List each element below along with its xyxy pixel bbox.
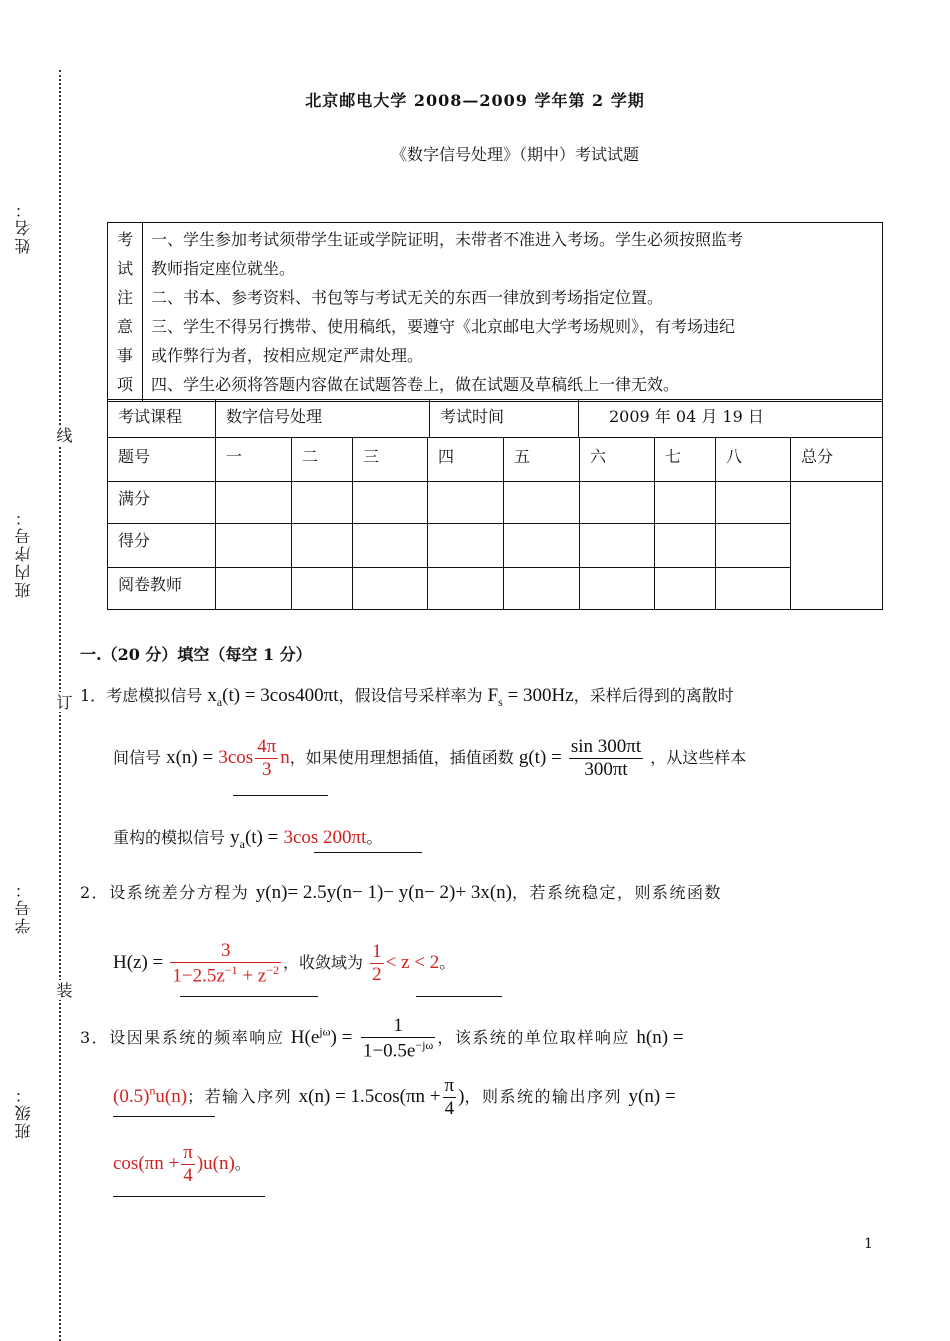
- score-header-cell: 四: [428, 438, 504, 482]
- q3-line-2: $(0.5)^nu(n)$；若输入序列 x(n) = 1.5cos(πn + $\frac{\pi}{4}$ )，则系统的输出序列 y(n) =: [113, 1075, 676, 1119]
- exam-date: 2009 年 04 月 19 日: [579, 400, 883, 438]
- score-header-cell: 五: [504, 438, 580, 482]
- q2-answer-1-underline: [180, 996, 318, 997]
- section-1-title: 一.（20 分）填空（每空 1 分）: [80, 645, 312, 664]
- exam-info-table: [107, 399, 883, 438]
- class-label: 班级：: [14, 1085, 33, 1139]
- exam-title: 北京邮电大学 2008—2009 学年第 2 学期: [305, 91, 645, 110]
- q2-line-1: 2．设系统差分方程为 y(n)= 2.5y(n− 1)− y(n− 2)+ 3x(n)，若系统稳定，则系统函数: [80, 882, 723, 903]
- q1-line-2: 间信号 x(n) = 3cos $\frac{4\pi}{3}$ n，如果使用理想插值，插值函数 g(t) = $\frac{\sin 300\pi t}{300\pi t}$ ，从这些样本: [113, 736, 747, 781]
- score-header-cell: 六: [580, 438, 655, 482]
- binding-mark-bind: 装: [54, 982, 73, 998]
- binding-mark-staple: 订: [54, 694, 73, 710]
- q3-answer-2: cos(πn + $\frac{\pi}{4}$ )u(n): [113, 1142, 235, 1186]
- q2-answer-1: $\frac{3}{1-2.5z^{-1} + z^{-2}}$: [172, 940, 279, 987]
- page-number: 1: [864, 1236, 873, 1252]
- notice-text: 一、学生参加考试须带学生证或学院证明，未带者不准进入考场。学生必须按照监考 教师指定座位就坐。 二、书本、参考资料、书包等与考试无关的东西一律放到考场指定位置。 三、学生不得另行携带、使用稿纸，要遵守《北京邮电大学考场规则》，有考场违纪 或作弊行为者，按相应规定严肃处理。 四、学生必须将答题内容做在试题答卷上，做在试题及草稿纸上一律无效。: [143, 223, 883, 402]
- student-id-label: 学号：: [14, 880, 33, 934]
- name-label: 姓名：: [14, 200, 33, 254]
- q1-line-3: 重构的模拟信号 $y_a(t) = 3\cos$ 200πt。: [113, 827, 383, 851]
- score-header-cell: 总分: [791, 438, 883, 482]
- seat-number-label: 班内序号：: [14, 508, 33, 598]
- exam-time-label: 考试时间: [430, 400, 579, 438]
- q1-answer-2-underline: [314, 852, 422, 853]
- q1-answer-2: 3cos 200πt: [283, 827, 367, 848]
- binding-mark-line: 线: [54, 427, 73, 443]
- score-header-cell: 二: [292, 438, 353, 482]
- q1-line-1: 1．考虑模拟信号 $x_a(t) = 3\cos 400\pi t$，假设信号采样率为 $F_s = 300Hz$，采样后得到的离散时: [80, 685, 734, 709]
- notice-side-label: 考 试 注 意 事 项: [108, 223, 143, 402]
- q3-line-1: 3．设因果系统的频率响应 $H(e^{j\omega})$ = $\frac{1}{1-0.5e^{-j\omega}}$ ，该系统的单位取样响应 h(n) =: [80, 1015, 684, 1062]
- q2-answer-2: $\frac{1}{2}$ < z < 2: [372, 941, 440, 986]
- q1-answer-1: 3cos $\frac{4\pi}{3}$ n: [218, 736, 290, 781]
- q3-line-3: cos(πn + $\frac{\pi}{4}$ )u(n)。: [113, 1142, 251, 1186]
- q2-line-2: H(z) = $\frac{3}{1-2.5z^{-1} + z^{-2}}$ ，收敛域为 $\frac{1}{2}$ < z < 2。: [113, 940, 456, 987]
- row-label-score: 得分: [108, 524, 216, 568]
- score-table: [107, 437, 883, 610]
- exam-notice-table: [107, 222, 883, 402]
- q3-answer-1: $(0.5)^nu(n)$: [113, 1083, 188, 1107]
- score-header-cell: 七: [655, 438, 716, 482]
- course-label: 考试课程: [108, 400, 216, 438]
- row-label-grader: 阅卷教师: [108, 568, 216, 610]
- q2-answer-2-underline: [416, 996, 502, 997]
- q1-answer-1-underline: [233, 795, 328, 796]
- score-header-cell: 一: [216, 438, 292, 482]
- score-header-cell: 题号: [108, 438, 216, 482]
- exam-subtitle: 《数字信号处理》（期中）考试试题: [390, 145, 639, 164]
- q3-answer-2-underline: [113, 1196, 265, 1197]
- row-label-full-score: 满分: [108, 482, 216, 524]
- q3-answer-1-underline: [113, 1116, 215, 1117]
- score-header-cell: 三: [353, 438, 428, 482]
- course-name: 数字信号处理: [216, 400, 430, 438]
- score-header-cell: 八: [716, 438, 791, 482]
